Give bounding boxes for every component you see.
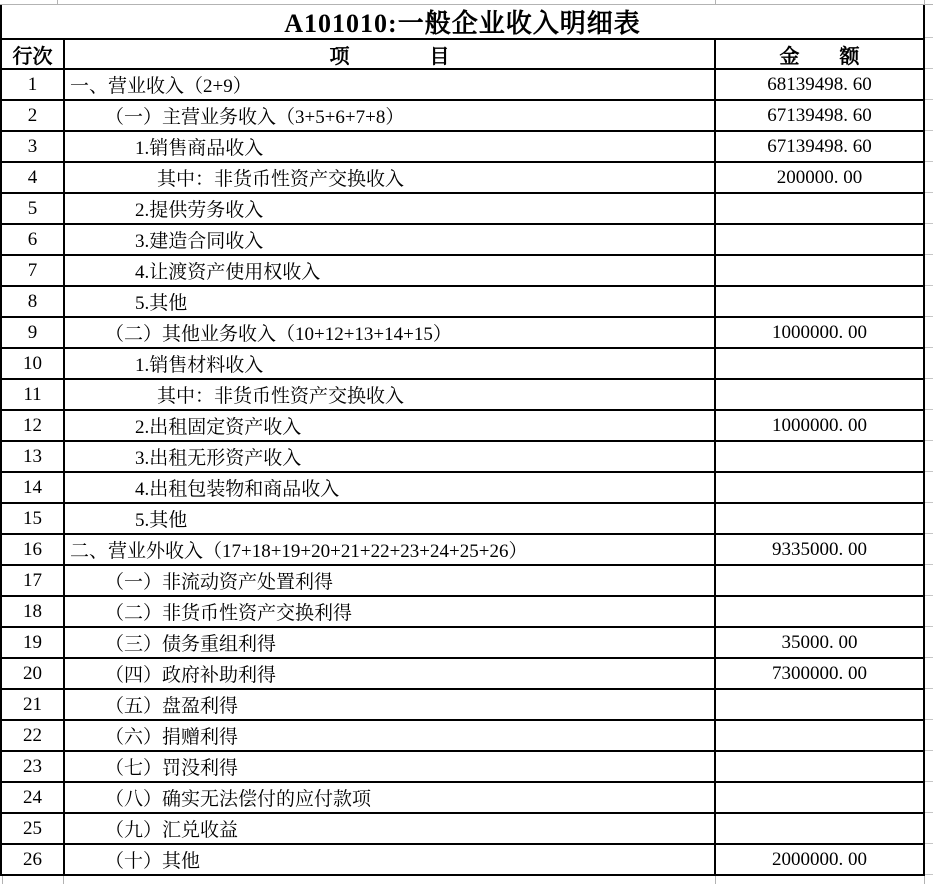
row-number-cell: 3 <box>2 132 65 161</box>
grid-remnant-top-tick-3 <box>924 0 925 4</box>
row-number-cell: 18 <box>2 597 65 626</box>
table-row <box>2 130 923 161</box>
item-cell[interactable]: 2.出租固定资产收入 <box>65 411 716 440</box>
item-cell[interactable]: （五）盘盈利得 <box>65 690 716 719</box>
table-row <box>2 99 923 130</box>
table-row <box>2 533 923 564</box>
grid-remnant-bottom-tick-2 <box>63 876 64 884</box>
item-cell[interactable]: 4.出租包装物和商品收入 <box>65 473 716 502</box>
table-row <box>2 812 923 843</box>
grid-remnant-bottom-tick-3 <box>715 876 716 884</box>
amount-cell[interactable] <box>716 256 923 285</box>
row-number-cell: 20 <box>2 659 65 688</box>
item-cell[interactable]: 1.销售商品收入 <box>65 132 716 161</box>
item-cell[interactable]: （八）确实无法偿付的应付款项 <box>65 783 716 812</box>
row-number-cell: 4 <box>2 163 65 192</box>
row-number-cell: 8 <box>2 287 65 316</box>
item-cell[interactable]: （三）债务重组利得 <box>65 628 716 657</box>
item-cell[interactable]: 4.让渡资产使用权收入 <box>65 256 716 285</box>
row-number-cell: 23 <box>2 752 65 781</box>
item-cell[interactable]: 二、营业外收入（17+18+19+20+21+22+23+24+25+26） <box>65 535 716 564</box>
amount-cell[interactable]: 200000. 00 <box>776 166 863 188</box>
table-row <box>2 223 923 254</box>
row-number-cell: 22 <box>2 721 65 750</box>
item-cell[interactable]: 1.销售材料收入 <box>65 349 716 378</box>
row-number-cell: 17 <box>2 566 65 595</box>
item-cell[interactable]: （九）汇兑收益 <box>65 814 716 843</box>
amount-cell[interactable]: 68139498. 60 <box>767 73 872 95</box>
table-row <box>2 750 923 781</box>
row-number-cell: 9 <box>2 318 65 347</box>
table-row <box>2 688 923 719</box>
header-amount: 金 额 <box>779 45 860 68</box>
table-row <box>2 68 923 99</box>
amount-cell[interactable]: 1000000. 00 <box>772 414 867 436</box>
table-row <box>2 378 923 409</box>
table-row <box>2 843 923 874</box>
amount-cell[interactable] <box>716 504 923 533</box>
table-row <box>2 440 923 471</box>
table-row <box>2 192 923 223</box>
amount-cell[interactable]: 67139498. 60 <box>767 104 872 126</box>
table-row <box>2 471 923 502</box>
item-cell[interactable]: 3.出租无形资产收入 <box>65 442 716 471</box>
row-number-cell: 11 <box>2 380 65 409</box>
grid-remnant-bottom-tick-4 <box>924 876 925 884</box>
row-number-cell: 12 <box>2 411 65 440</box>
row-number-cell: 5 <box>2 194 65 223</box>
item-cell[interactable]: 其中：非货币性资产交换收入 <box>65 380 716 409</box>
table-row <box>2 409 923 440</box>
item-cell[interactable]: （一）主营业务收入（3+5+6+7+8） <box>65 101 716 130</box>
amount-cell[interactable] <box>716 442 923 471</box>
item-cell[interactable]: 5.其他 <box>65 287 716 316</box>
amount-cell[interactable]: 35000. 00 <box>781 631 858 653</box>
item-cell[interactable]: 其中：非货币性资产交换收入 <box>65 163 716 192</box>
amount-cell[interactable]: 67139498. 60 <box>767 135 872 157</box>
item-cell[interactable]: 5.其他 <box>65 504 716 533</box>
amount-cell[interactable] <box>716 349 923 378</box>
row-number-cell: 24 <box>2 783 65 812</box>
amount-cell[interactable]: 1000000. 00 <box>772 321 867 343</box>
grid-remnant-top-tick-1 <box>57 0 58 4</box>
grid-remnant-right-gutter <box>925 37 933 884</box>
amount-cell[interactable] <box>716 225 923 254</box>
table-row <box>2 595 923 626</box>
row-number-cell: 2 <box>2 101 65 130</box>
table-row <box>2 657 923 688</box>
amount-cell[interactable] <box>716 783 923 812</box>
row-number-cell: 19 <box>2 628 65 657</box>
amount-cell[interactable] <box>716 690 923 719</box>
item-cell[interactable]: 一、营业收入（2+9） <box>65 70 716 99</box>
item-cell[interactable]: 3.建造合同收入 <box>65 225 716 254</box>
item-cell[interactable]: （十）其他 <box>65 845 716 874</box>
row-number-cell: 15 <box>2 504 65 533</box>
table-row <box>2 564 923 595</box>
item-cell[interactable]: （一）非流动资产处置利得 <box>65 566 716 595</box>
table-row <box>2 161 923 192</box>
table-row <box>2 781 923 812</box>
amount-cell[interactable] <box>716 287 923 316</box>
table-row <box>2 285 923 316</box>
grid-remnant-top-tick-2 <box>715 0 716 4</box>
table-row <box>2 316 923 347</box>
row-number-cell: 26 <box>2 845 65 874</box>
amount-cell[interactable] <box>716 566 923 595</box>
amount-cell[interactable]: 7300000. 00 <box>772 662 867 684</box>
row-number-cell: 14 <box>2 473 65 502</box>
item-cell[interactable]: （二）非货币性资产交换利得 <box>65 597 716 626</box>
amount-cell[interactable] <box>716 597 923 626</box>
item-cell[interactable]: （六）捐赠利得 <box>65 721 716 750</box>
amount-cell[interactable]: 2000000. 00 <box>772 848 867 870</box>
amount-cell[interactable] <box>716 473 923 502</box>
income-detail-table <box>0 5 925 876</box>
table-body <box>2 68 923 874</box>
table-row <box>2 254 923 285</box>
item-cell[interactable]: （七）罚没利得 <box>65 752 716 781</box>
row-number-cell: 1 <box>2 70 65 99</box>
table-row <box>2 502 923 533</box>
table-header-row <box>2 38 923 68</box>
header-row-no: 行次 <box>2 40 65 68</box>
grid-remnant-bottom-tick-1 <box>2 876 3 884</box>
row-number-cell: 16 <box>2 535 65 564</box>
row-number-cell: 6 <box>2 225 65 254</box>
row-number-cell: 10 <box>2 349 65 378</box>
form-title: A101010:一般企业收入明细表 <box>284 9 641 38</box>
item-cell[interactable]: 2.提供劳务收入 <box>65 194 716 223</box>
amount-cell[interactable] <box>716 814 923 843</box>
table-row <box>2 347 923 378</box>
amount-cell[interactable] <box>716 380 923 409</box>
row-number-cell: 13 <box>2 442 65 471</box>
amount-cell[interactable] <box>716 194 923 223</box>
table-row <box>2 719 923 750</box>
amount-cell[interactable] <box>716 752 923 781</box>
item-cell[interactable]: （二）其他业务收入（10+12+13+14+15） <box>65 318 716 347</box>
row-number-cell: 7 <box>2 256 65 285</box>
table-row <box>2 626 923 657</box>
header-item: 项 目 <box>65 40 716 68</box>
row-number-cell: 25 <box>2 814 65 843</box>
amount-cell[interactable] <box>716 721 923 750</box>
item-cell[interactable]: （四）政府补助利得 <box>65 659 716 688</box>
amount-cell[interactable]: 9335000. 00 <box>772 538 867 560</box>
row-number-cell: 21 <box>2 690 65 719</box>
